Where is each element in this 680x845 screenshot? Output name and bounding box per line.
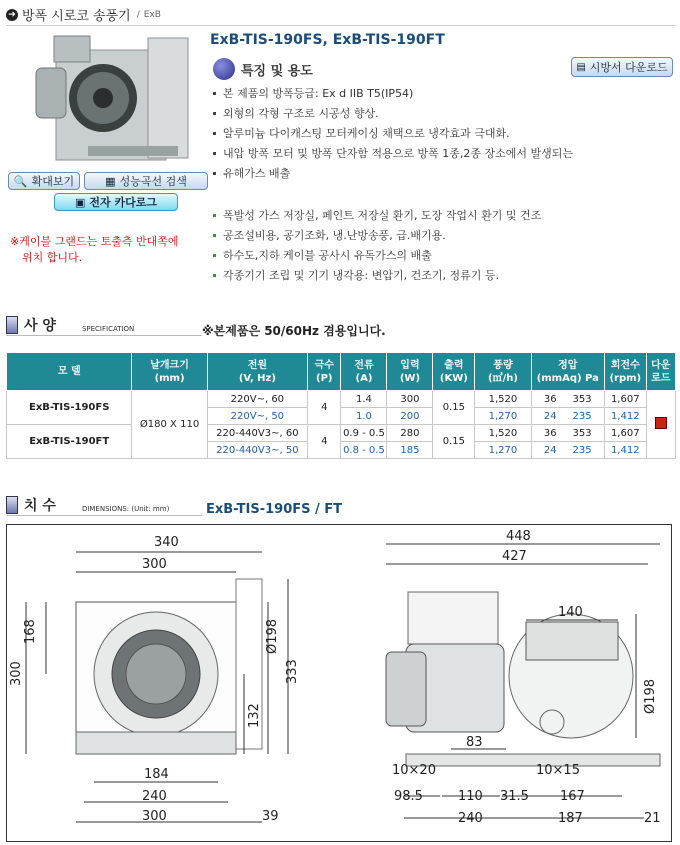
book-icon: ▣ <box>75 195 86 209</box>
list-item: 본 제품의 방폭등급: Ex d IIB T5(IP54) <box>213 84 673 104</box>
table-header: 날개크기 (mm) <box>132 353 207 391</box>
svg-text:184: 184 <box>144 767 169 782</box>
features-list <box>213 84 673 184</box>
list-item: 유해가스 배출 <box>213 164 673 184</box>
catalog-button[interactable]: ▣ 전자 카다로그 <box>54 193 178 211</box>
download-icon[interactable] <box>655 417 667 429</box>
svg-text:333: 333 <box>285 659 300 684</box>
spec-section-header <box>6 310 202 336</box>
dimension-drawing <box>6 524 672 842</box>
svg-text:300: 300 <box>142 557 167 572</box>
table-row: 220V~, 50 1.0 200 1,270 24 235 1,412 <box>7 408 676 425</box>
svg-text:21: 21 <box>644 811 661 826</box>
svg-text:140: 140 <box>558 605 583 620</box>
list-item: 외형의 각형 구조로 시공성 향상. <box>213 104 673 124</box>
svg-text:168: 168 <box>23 619 38 644</box>
svg-text:132: 132 <box>247 703 262 728</box>
table-header-row <box>7 353 676 391</box>
table-header: 전류 (A) <box>341 353 387 391</box>
spec-table <box>6 352 676 459</box>
arrow-circle-icon: ➔ <box>6 9 18 21</box>
svg-text:240: 240 <box>458 811 483 826</box>
svg-text:31.5: 31.5 <box>500 789 529 804</box>
uses-list <box>213 206 673 286</box>
svg-text:448: 448 <box>506 529 531 544</box>
svg-text:300: 300 <box>9 661 24 686</box>
table-header: 모 델 <box>7 353 132 391</box>
section-icon <box>6 496 18 514</box>
dims-section-header <box>6 490 202 516</box>
table-header: 회전수 (rpm) <box>604 353 646 391</box>
table-row: ExB-TIS-190FT 220-440V3~, 60 4 0.9 - 0.5 280 0.15 1,520 36 353 1,607 <box>7 425 676 442</box>
document-icon: ▤ <box>576 61 586 73</box>
svg-text:167: 167 <box>560 789 585 804</box>
chart-doc-icon: ▦ <box>105 174 116 188</box>
zoom-button[interactable]: 🔍 확대보기 <box>8 172 80 190</box>
svg-text:83: 83 <box>466 735 483 750</box>
table-header: 극수 (P) <box>308 353 341 391</box>
svg-text:39: 39 <box>262 809 279 824</box>
curve-search-button[interactable]: ▦ 성능곡선 검색 <box>84 172 208 190</box>
section-icon <box>6 316 18 334</box>
spec-download-button[interactable]: ▤ 시방서 다운로드 <box>571 57 673 77</box>
spec-subtitle: SPECIFICATION <box>81 325 135 333</box>
svg-text:98.5: 98.5 <box>394 789 423 804</box>
list-item: 하수도,지하 케이블 공사시 유독가스의 배출 <box>213 246 673 266</box>
spec-note: ※본제품은 50/60Hz 겸용입니다. <box>202 324 386 338</box>
table-header: 입력 (W) <box>387 353 433 391</box>
list-item: 내압 방폭 모터 및 방폭 단자함 적용으로 방폭 1종,2종 장소에서 발생되는 <box>213 144 673 164</box>
page-header: ➔ 방폭 시로코 송풍기 / ExB <box>6 4 676 26</box>
table-row: 220-440V3~, 50 0.8 - 0.5 185 1,270 24 235 1,412 <box>7 442 676 459</box>
bullet-ball-icon <box>213 58 235 80</box>
svg-text:110: 110 <box>458 789 483 804</box>
table-header: 풍량 (㎥/h) <box>475 353 531 391</box>
dims-title: 치 수 <box>24 498 56 514</box>
svg-text:340: 340 <box>154 535 179 550</box>
dims-model: ExB-TIS-190FS / FT <box>206 502 343 517</box>
table-header: 출력 (KW) <box>433 353 475 391</box>
table-header: 다운 로드 <box>646 353 675 391</box>
table-row: ExB-TIS-190FS Ø180 X 110 220V~, 60 4 1.4 300 0.15 1,520 36 353 1,607 <box>7 391 676 408</box>
table-header: 정압 (mmAq) Pa <box>531 353 604 391</box>
table-header: 전원 (V, Hz) <box>207 353 307 391</box>
svg-text:240: 240 <box>142 789 167 804</box>
svg-text:Ø198: Ø198 <box>265 618 280 654</box>
svg-text:10×20: 10×20 <box>392 763 436 778</box>
product-image <box>28 28 196 168</box>
dims-subtitle: DIMENSIONS: (Unit: mm) <box>81 505 170 513</box>
features-heading: 특징 및 용도 <box>213 57 313 81</box>
product-title: ExB-TIS-190FS, ExB-TIS-190FT <box>210 32 445 48</box>
svg-text:Ø198: Ø198 <box>643 678 658 714</box>
list-item: 공조설비용, 공기조화, 냉.난방송풍, 급.배기용. <box>213 226 673 246</box>
svg-text:187: 187 <box>558 811 583 826</box>
list-item: 알루미늄 다이캐스팅 모터케이싱 채택으로 냉각효과 극대화. <box>213 124 673 144</box>
svg-text:300: 300 <box>142 809 167 824</box>
list-item: 폭발성 가스 저장실, 페인트 저장실 환기, 도장 작업시 환기 및 건조 <box>213 206 673 226</box>
svg-text:10×15: 10×15 <box>536 763 580 778</box>
spec-title: 사 양 <box>24 318 56 334</box>
page-title: 방폭 시로코 송풍기 <box>22 9 131 24</box>
cable-note: ※케이블 그랜드는 토출측 반대쪽에 위치 합니다. <box>10 235 179 264</box>
list-item: 각종기기 조립 및 기기 냉각용: 변압기, 건조기, 정류기 등. <box>213 266 673 286</box>
breadcrumb: ExB <box>143 9 161 20</box>
svg-text:427: 427 <box>502 549 527 564</box>
magnifier-icon: 🔍 <box>13 174 28 188</box>
download-cell[interactable] <box>646 391 675 459</box>
